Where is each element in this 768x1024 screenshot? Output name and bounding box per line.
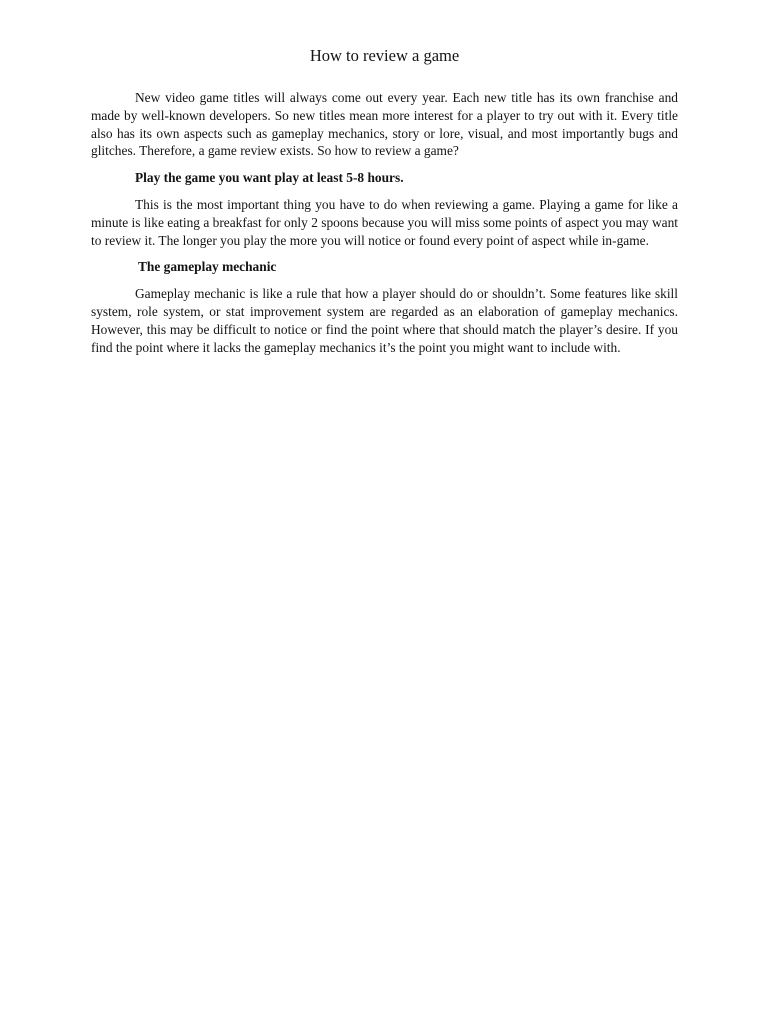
section-body-gameplay-mechanic: Gameplay mechanic is like a rule that how a player should do or shouldn’t. Some features like skill system, role system, or stat improvement system are regarded as an elaboration of gameplay mechanics. However, this may be difficult to notice or find the point where that should match the player’s desire. If you find the point where it lacks the gameplay mechanics it’s the point you might want to include with.: [91, 286, 678, 355]
section-body-play-time: This is the most important thing you have to do when reviewing a game. Playing a game for like a minute is like eating a breakfast for only 2 spoons because you will miss some points of aspect you may want to review it. The longer you play the more you will notice or found every point of aspect while in-game.: [91, 196, 678, 248]
section-heading-gameplay-mechanic: The gameplay mechanic: [138, 259, 277, 275]
document-title: How to review a game: [309, 46, 460, 65]
section-heading-play-time: Play the game you want play at least 5-8 hours.: [135, 170, 404, 186]
intro-paragraph: New video game titles will always come out every year. Each new title has its own franchise and made by well-known developers. So new titles mean more interest for a player to try out with it. Every title also has its own aspects such as gameplay mechanics, story or lore, visual, and most importantly bugs and glitches. Therefore, a game review exists. So how to review a game?: [91, 90, 678, 159]
document-page: [91, 44, 678, 365]
